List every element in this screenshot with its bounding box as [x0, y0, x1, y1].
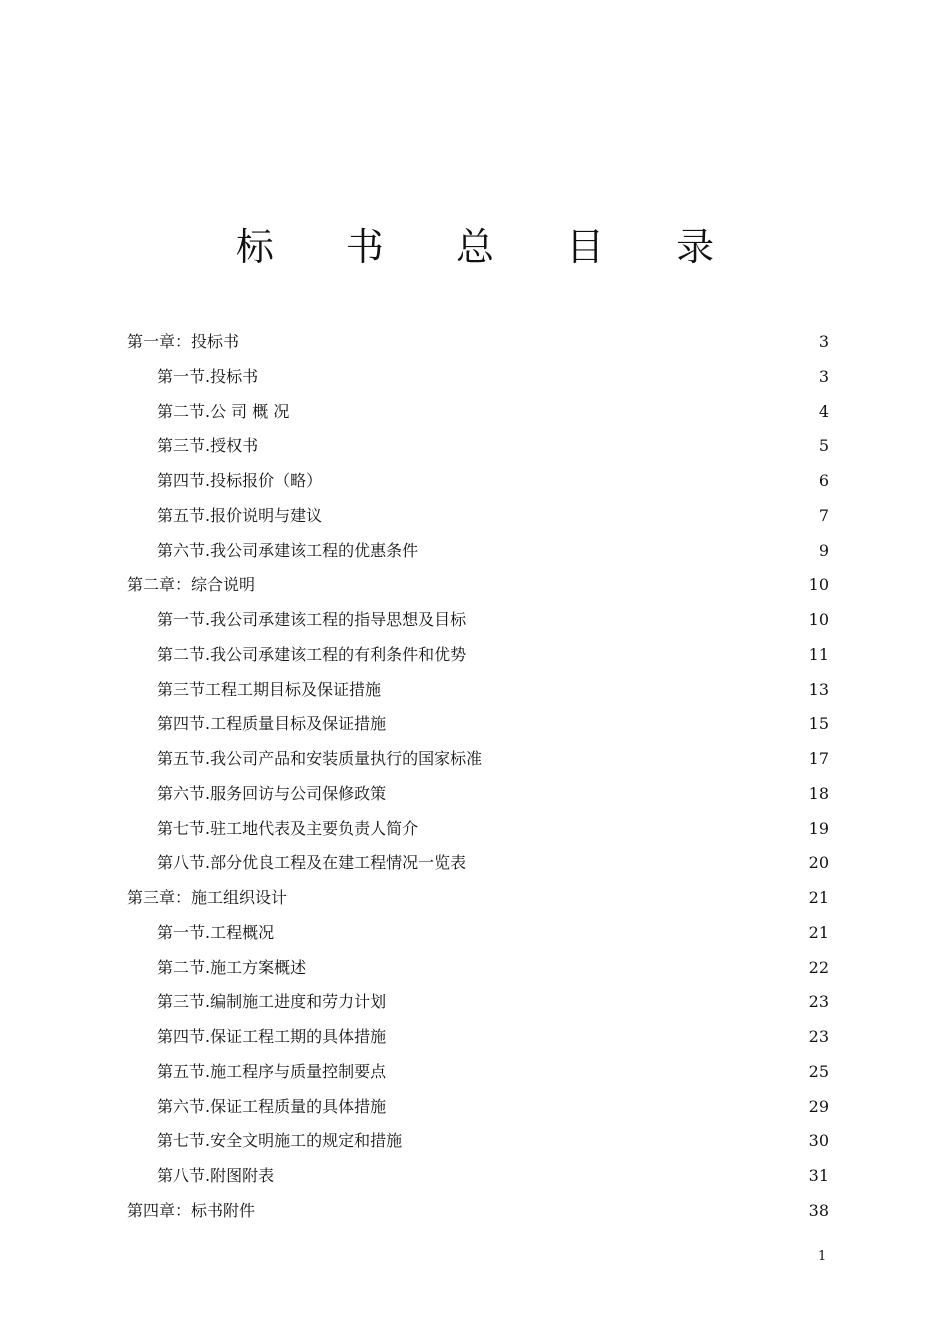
toc-section-entry[interactable]	[127, 603, 829, 638]
toc-section-entry[interactable]	[127, 916, 829, 951]
toc-entry-page: 18	[808, 783, 829, 803]
toc-entry-page: 31	[808, 1166, 829, 1185]
toc-entry-title: 第八节.附图附表	[157, 1166, 275, 1185]
toc-section-entry[interactable]	[127, 1020, 829, 1055]
toc-entry-title: 第四章：标书附件	[127, 1200, 256, 1220]
toc-section-entry[interactable]	[127, 1124, 829, 1159]
toc-entry-title: 第二节.施工方案概述	[157, 957, 307, 977]
table-of-contents	[127, 325, 829, 1229]
page-title: 标 书 总 目 录	[235, 225, 745, 270]
toc-chapter-entry[interactable]	[127, 1194, 829, 1229]
toc-entry-page: 9	[818, 540, 829, 560]
toc-entry-title: 第一节.投标书	[157, 366, 259, 386]
toc-section-entry[interactable]	[127, 360, 829, 395]
toc-entry-title: 第八节.部分优良工程及在建工程情况一览表	[157, 853, 467, 873]
toc-entry-page: 23	[808, 1027, 829, 1046]
toc-section-entry[interactable]	[127, 742, 829, 777]
toc-entry-page: 21	[808, 888, 829, 907]
page-number: 1	[818, 1249, 827, 1264]
toc-section-entry[interactable]	[127, 429, 829, 464]
toc-entry-page: 15	[808, 714, 829, 734]
toc-section-entry[interactable]	[127, 464, 829, 499]
toc-section-entry[interactable]	[127, 395, 829, 430]
toc-entry-page: 17	[808, 749, 829, 768]
toc-entry-title: 第五节.我公司产品和安装质量执行的国家标准	[157, 749, 483, 768]
toc-entry-title: 第四节.工程质量目标及保证措施	[157, 714, 387, 734]
toc-entry-page: 6	[818, 471, 829, 490]
toc-entry-title: 第六节.服务回访与公司保修政策	[157, 783, 387, 803]
toc-section-entry[interactable]	[127, 812, 829, 847]
toc-entry-page: 19	[808, 818, 829, 838]
toc-entry-title: 第三节工程工期目标及保证措施	[157, 679, 382, 699]
toc-entry-page: 5	[818, 436, 829, 456]
toc-entry-title: 第一节.工程概况	[157, 922, 275, 942]
toc-entry-page: 21	[808, 922, 829, 942]
toc-entry-page: 20	[808, 853, 829, 873]
toc-entry-title: 第二节.我公司承建该工程的有利条件和优势	[157, 644, 467, 664]
toc-entry-title: 第四节.保证工程工期的具体措施	[157, 1027, 387, 1046]
toc-chapter-entry[interactable]	[127, 881, 829, 916]
toc-entry-title: 第三节.授权书	[157, 436, 259, 456]
toc-entry-page: 30	[808, 1131, 829, 1151]
toc-entry-page: 4	[818, 401, 829, 421]
toc-section-entry[interactable]	[127, 846, 829, 881]
toc-entry-page: 29	[808, 1096, 829, 1116]
toc-entry-title: 第一章：投标书	[127, 332, 240, 351]
toc-section-entry[interactable]	[127, 1159, 829, 1194]
toc-entry-page: 3	[818, 332, 829, 351]
toc-entry-page: 22	[808, 957, 829, 977]
toc-entry-title: 第五节.施工程序与质量控制要点	[157, 1061, 387, 1081]
toc-entry-title: 第七节.安全文明施工的规定和措施	[157, 1131, 403, 1151]
toc-section-entry[interactable]	[127, 1055, 829, 1090]
toc-entry-title: 第二节.公 司 概 况	[157, 401, 290, 421]
toc-chapter-entry[interactable]	[127, 325, 829, 360]
toc-entry-title: 第二章：综合说明	[127, 575, 256, 595]
toc-entry-title: 第四节.投标报价（略）	[157, 471, 323, 490]
toc-section-entry[interactable]	[127, 985, 829, 1020]
toc-entry-page: 11	[808, 644, 829, 664]
toc-section-entry[interactable]	[127, 499, 829, 534]
toc-entry-title: 第五节.报价说明与建议	[157, 505, 323, 525]
toc-chapter-entry[interactable]	[127, 568, 829, 603]
toc-entry-page: 10	[808, 575, 829, 595]
toc-section-entry[interactable]	[127, 673, 829, 708]
toc-entry-page: 25	[808, 1061, 829, 1081]
toc-section-entry[interactable]	[127, 777, 829, 812]
toc-entry-title: 第六节.我公司承建该工程的优惠条件	[157, 540, 419, 560]
toc-entry-page: 7	[818, 505, 829, 525]
toc-entry-page: 10	[808, 610, 829, 629]
toc-entry-page: 13	[808, 679, 829, 699]
toc-section-entry[interactable]	[127, 534, 829, 569]
toc-section-entry[interactable]	[127, 951, 829, 986]
toc-entry-title: 第一节.我公司承建该工程的指导思想及目标	[157, 610, 467, 629]
toc-entry-page: 23	[808, 992, 829, 1012]
toc-entry-title: 第三章：施工组织设计	[127, 888, 288, 907]
toc-entry-title: 第三节.编制施工进度和劳力计划	[157, 992, 387, 1012]
toc-section-entry[interactable]	[127, 638, 829, 673]
toc-entry-page: 3	[818, 366, 829, 386]
toc-entry-title: 第六节.保证工程质量的具体措施	[157, 1096, 387, 1116]
toc-entry-title: 第七节.驻工地代表及主要负责人简介	[157, 818, 419, 838]
toc-section-entry[interactable]	[127, 707, 829, 742]
toc-section-entry[interactable]	[127, 1090, 829, 1125]
toc-entry-page: 38	[808, 1200, 829, 1220]
